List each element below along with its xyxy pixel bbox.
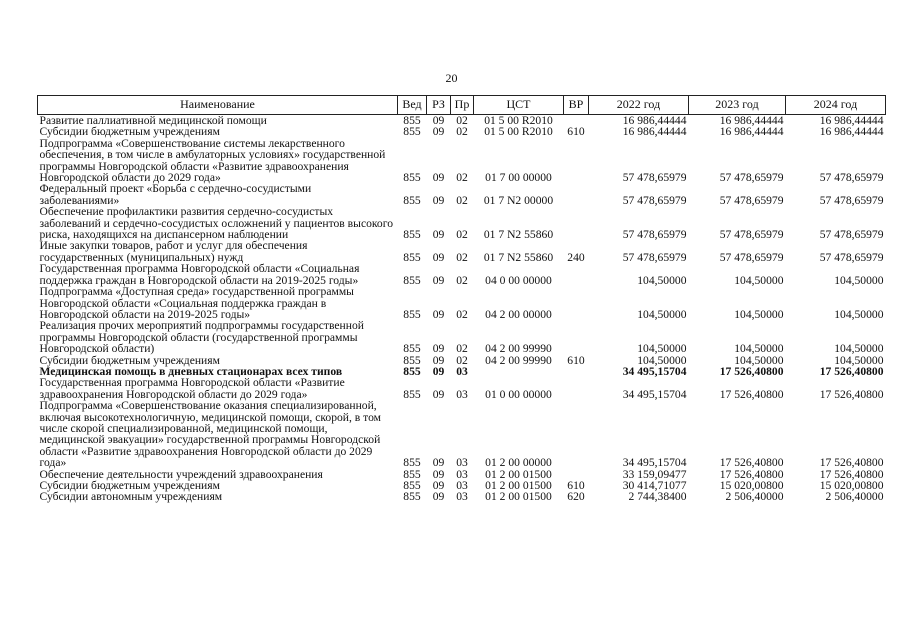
table-row [38,320,886,354]
row-cst: 01 7 N2 55860 [483,250,554,264]
row-vr [564,206,589,240]
row-value-2022: 57 478,65979 [622,193,687,207]
header-ved: Вед [398,96,427,115]
page-number: 20 [445,71,458,85]
table-row [38,240,886,263]
row-rz: 09 [432,387,445,401]
row-ved: 855 [403,456,421,470]
row-name: Государственная программа Новгородской области «Социальная поддержка граждан в Новгородской области на 2019-2025 годы» [39,262,360,287]
row-value-2024: 17 526,40800 [819,364,884,378]
row-name: Иные закупки товаров, работ и услуг для обеспечения государственных (муниципальных) нужд [39,239,308,264]
row-rz: 09 [432,364,445,378]
row-ved: 855 [403,387,421,401]
row-vr [564,320,589,354]
row-vr: 610 [567,125,585,139]
row-cst: 01 5 00 R2010 [484,125,553,139]
row-vr [564,138,589,184]
row-name: Развитие паллиативной медицинской помощи [39,114,267,127]
row-rz: 09 [432,114,445,127]
row-cst: 01 7 00 00000 [485,171,552,185]
row-value-2024: 57 478,65979 [819,250,884,264]
row-pr: 02 [456,171,468,185]
row-ved: 855 [403,273,421,287]
row-value-2023: 57 478,65979 [719,228,784,242]
row-ved: 855 [403,467,421,481]
row-name: Подпрограмма «Доступная среда» государственной программы Новгородской области «Социальная поддержка граждан в Новгородской области на 2019-2025 годы» [39,285,354,321]
row-cst: 01 7 N2 55860 [483,228,554,242]
table-row [38,138,886,184]
row-value-2024: 17 526,40800 [819,467,884,481]
row-name: Обеспечение профилактики развития сердечно-сосудистых заболеваний и сердечно-сосудистых осложнений у пациентов высокого риска, находящихся на диспансерном наблюдении [39,205,393,242]
header-2024: 2024 год [786,96,886,115]
row-value-2024: 15 020,00800 [819,479,884,492]
row-ved: 855 [403,193,421,207]
row-value-2023: 15 020,00800 [719,479,784,492]
row-rz: 09 [432,273,445,287]
row-cst: 04 0 00 00000 [485,273,552,287]
table-row [38,286,886,320]
row-value-2022: 16 986,44444 [622,114,687,127]
row-cst: 04 2 00 99990 [485,342,552,356]
row-ved: 855 [403,125,421,139]
row-value-2022: 2 744,38400 [628,490,687,504]
table-row [38,400,886,468]
row-value-2022: 104,50000 [637,342,687,356]
row-name: Субсидии бюджетным учреждениям [39,125,220,139]
row-cst: 04 2 00 99990 [485,353,552,367]
row-name: Подпрограмма «Совершенствование системы лекарственного обеспечения, в том числе в амбулаторных условиях» государственной программы Новгородской области «Развитие здравоохранения Новгородской области до 2029 года» [39,136,386,185]
header-vr: ВР [564,96,589,115]
row-vr: 620 [567,490,585,504]
row-value-2024: 57 478,65979 [819,193,884,207]
row-value-2024: 2 506,40000 [825,490,884,504]
row-value-2023: 57 478,65979 [719,193,784,207]
row-value-2024: 104,50000 [834,307,884,321]
row-value-2022: 104,50000 [637,307,687,321]
row-pr: 02 [456,228,468,242]
row-vr: 610 [567,479,585,492]
row-pr: 02 [456,250,468,264]
table-row [38,263,886,286]
table-row [38,206,886,240]
row-cst [474,366,564,377]
row-value-2023: 17 526,40800 [719,387,784,401]
row-value-2023: 104,50000 [734,342,784,356]
row-value-2024: 57 478,65979 [819,171,884,185]
row-ved: 855 [403,364,421,378]
row-name: Субсидии автономным учреждениям [39,490,223,504]
row-pr: 02 [456,353,468,367]
row-rz: 09 [432,193,445,207]
row-name: Подпрограмма «Совершенствование оказания специализированной, включая высокотехнологичную, медицинской помощи, скорой, в том числе скорой специализированной, медицинской помощи, медицинской эвакуации» государственной программы Новгородской области «Развитие здравоохранения Новгородской области до 2029 года» [39,399,382,470]
header-rz: РЗ [427,96,451,115]
row-rz: 09 [432,228,445,242]
header-2023: 2023 год [689,96,786,115]
row-ved: 855 [403,353,421,367]
row-cst: 01 5 00 R2010 [484,114,553,127]
row-pr: 02 [456,342,468,356]
row-value-2022: 57 478,65979 [622,228,687,242]
row-value-2022: 34 495,15704 [622,456,687,470]
row-vr [564,366,589,377]
row-pr: 02 [456,193,468,207]
row-value-2023: 104,50000 [734,273,784,287]
row-value-2022: 30 414,71077 [622,479,687,492]
header-cst: ЦСТ [474,96,564,115]
row-name: Субсидии бюджетным учреждениям [39,353,220,367]
row-value-2022: 34 495,15704 [622,387,687,401]
row-ved: 855 [403,342,421,356]
row-value-2023: 17 526,40800 [719,364,784,378]
row-rz: 09 [432,467,445,481]
row-ved: 855 [403,490,421,504]
row-cst: 04 2 00 00000 [485,307,552,321]
table-row [38,491,886,502]
row-cst: 01 2 00 00000 [485,456,552,470]
row-name: Государственная программа Новгородской области «Развитие здравоохранения Новгородской области до 2029 года» [39,376,345,401]
table-header-row [38,96,886,115]
row-vr [564,400,589,468]
row-pr: 02 [456,307,468,321]
row-vr [564,263,589,286]
row-rz: 09 [432,353,445,367]
row-pr: 03 [456,490,468,504]
row-ved: 855 [403,171,421,185]
row-pr: 02 [456,125,468,139]
row-rz: 09 [432,307,445,321]
row-value-2023: 57 478,65979 [719,171,784,185]
row-rz: 09 [432,342,445,356]
row-pr: 03 [456,364,468,378]
row-name: Обеспечение деятельности учреждений здравоохранения [39,467,323,481]
row-ved: 855 [403,228,421,242]
row-cst: 01 2 00 01500 [485,479,552,492]
row-pr: 03 [456,456,468,470]
row-value-2023: 17 526,40800 [719,456,784,470]
row-value-2023: 104,50000 [734,353,784,367]
row-value-2024: 104,50000 [834,273,884,287]
row-pr: 02 [456,114,468,127]
row-value-2023: 16 986,44444 [719,125,784,139]
row-vr [564,183,589,206]
row-ved: 855 [403,479,421,492]
row-vr: 240 [567,250,585,264]
row-value-2024: 16 986,44444 [819,114,884,127]
row-ved: 855 [403,250,421,264]
header-name: Наименование [38,96,398,115]
row-value-2022: 16 986,44444 [622,125,687,139]
row-value-2023: 57 478,65979 [719,250,784,264]
row-rz: 09 [432,456,445,470]
row-value-2024: 17 526,40800 [819,456,884,470]
row-value-2022: 57 478,65979 [622,250,687,264]
row-cst: 01 0 00 00000 [485,387,552,401]
row-rz: 09 [432,479,445,492]
row-vr [564,286,589,320]
row-vr [564,377,589,400]
header-2022: 2022 год [589,96,689,115]
row-ved: 855 [403,114,421,127]
row-name: Медицинская помощь в дневных стационарах всех типов [39,364,343,378]
row-value-2022: 104,50000 [637,273,687,287]
row-value-2022: 57 478,65979 [622,171,687,185]
row-pr: 03 [456,467,468,481]
row-pr: 02 [456,273,468,287]
row-cst: 01 2 00 01500 [485,467,552,481]
table-row [38,377,886,400]
header-pr: Пр [451,96,474,115]
row-name: Субсидии бюджетным учреждениям [39,479,220,492]
row-value-2024: 104,50000 [834,342,884,356]
row-pr: 03 [456,479,468,492]
row-ved: 855 [403,307,421,321]
row-value-2024: 16 986,44444 [819,125,884,139]
row-name: Федеральный проект «Борьба с сердечно-сосудистыми заболеваниями» [39,182,312,207]
row-value-2022: 34 495,15704 [622,364,687,378]
row-value-2022: 104,50000 [637,353,687,367]
row-value-2023: 2 506,40000 [725,490,784,504]
table-row [38,183,886,206]
row-cst: 01 7 N2 00000 [483,193,554,207]
row-value-2024: 17 526,40800 [819,387,884,401]
row-rz: 09 [432,250,445,264]
row-rz: 09 [432,490,445,504]
row-value-2023: 17 526,40800 [719,467,784,481]
row-rz: 09 [432,171,445,185]
row-name: Реализация прочих мероприятий подпрограммы государственной программы Новгородской области (государственной программы Новгородской области) [39,319,364,356]
row-value-2022: 33 159,09477 [622,467,687,481]
budget-table [37,95,886,503]
row-cst: 01 2 00 01500 [485,490,552,504]
row-value-2024: 57 478,65979 [819,228,884,242]
row-vr: 610 [567,353,585,367]
row-rz: 09 [432,125,445,139]
row-value-2024: 104,50000 [834,353,884,367]
row-pr: 03 [456,387,468,401]
row-value-2023: 16 986,44444 [719,114,784,127]
row-value-2023: 104,50000 [734,307,784,321]
